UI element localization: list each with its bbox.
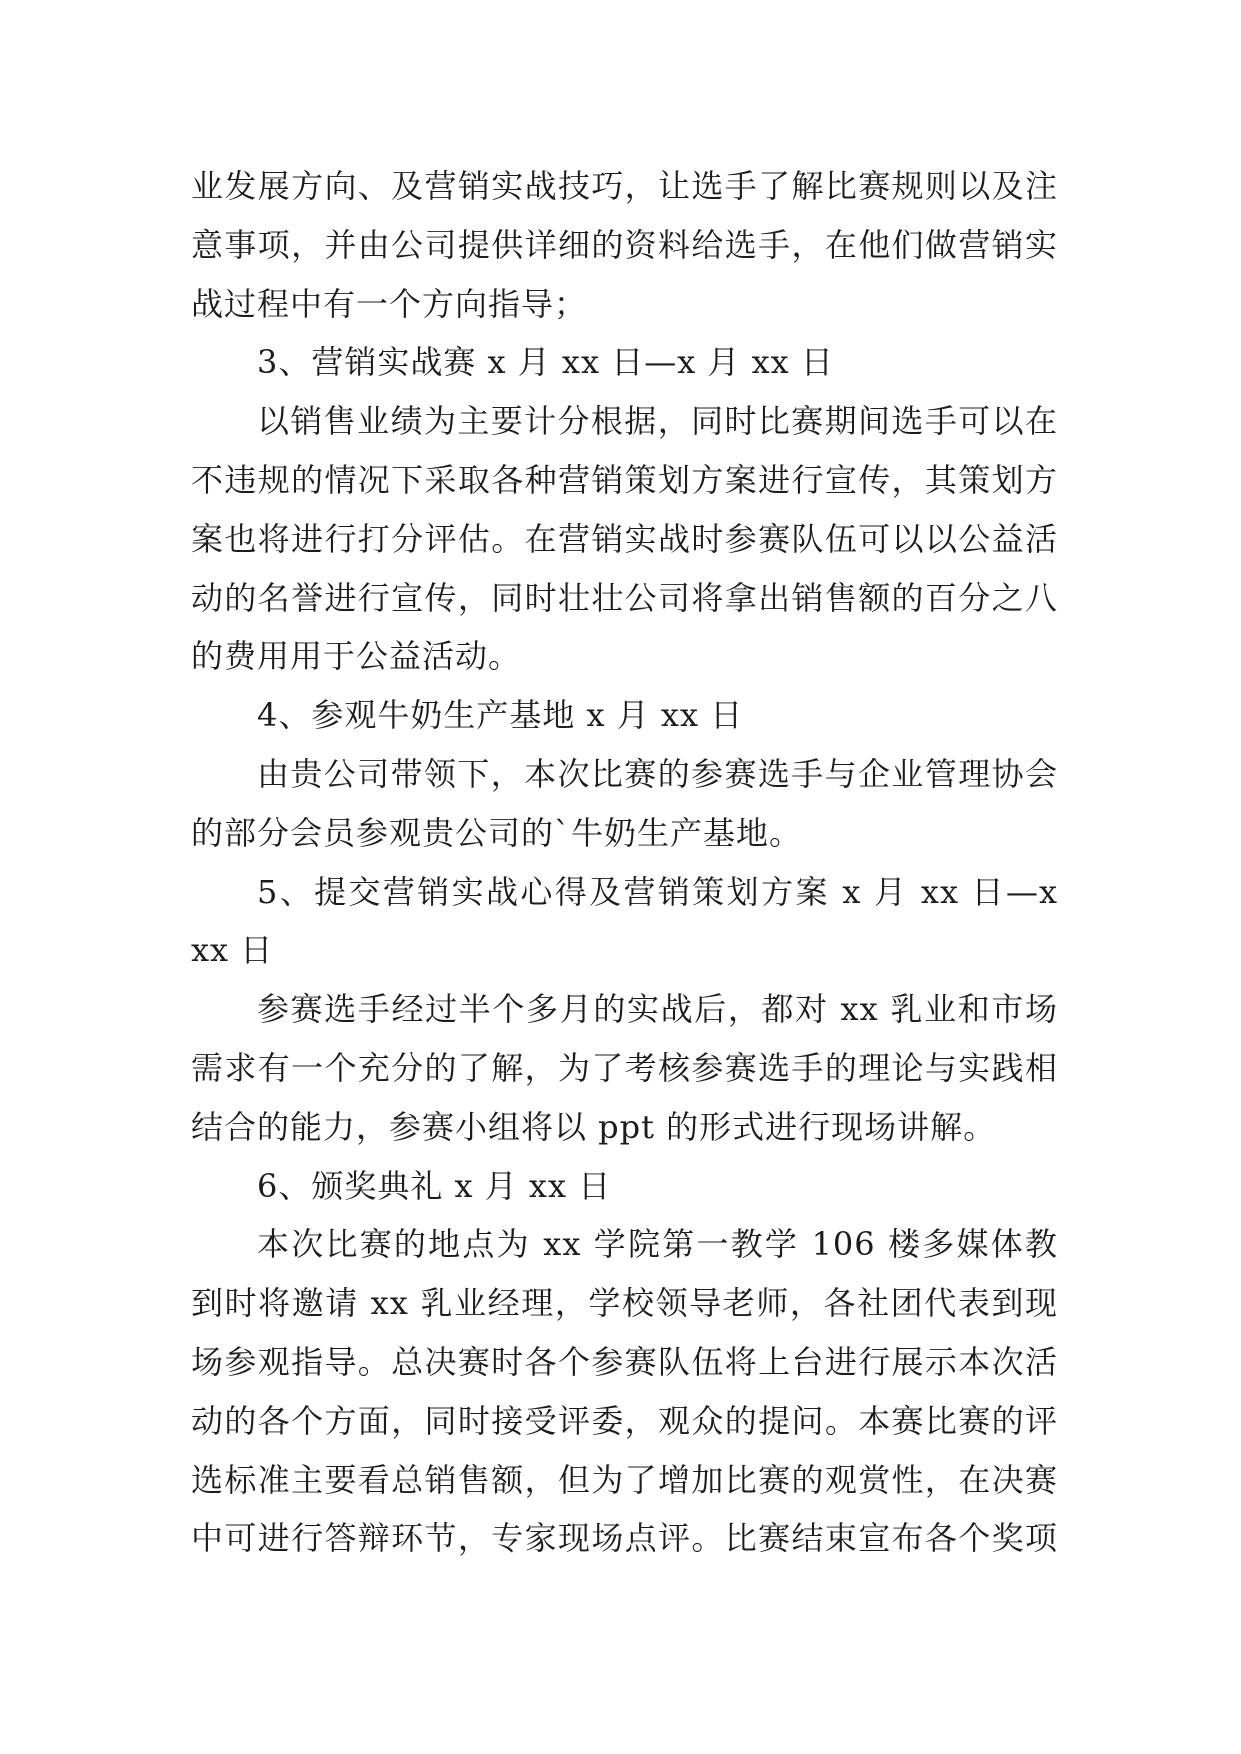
paragraph bbox=[191, 392, 1058, 686]
paragraph bbox=[191, 686, 1058, 745]
text-line: 的费用用于公益活动。 bbox=[191, 637, 522, 676]
text-line: 动的名誉进行宣传，同时壮壮公司将拿出销售额的百分之八 bbox=[191, 578, 1058, 617]
paragraph bbox=[191, 980, 1058, 1156]
text-line: 意事项，并由公司提供详细的资料给选手，在他们做营销实 bbox=[191, 225, 1058, 264]
paragraph bbox=[191, 1215, 1058, 1568]
text-line: 需求有一个充分的了解，为了考核参赛选手的理论与实践相 bbox=[191, 1048, 1058, 1087]
text-line: 到时将邀请 xx 乳业经理，学校领导老师，各社团代表到现 bbox=[191, 1284, 1058, 1323]
text-line: 6、颁奖典礼 x 月 xx 日 bbox=[257, 1166, 612, 1205]
text-line: 参赛选手经过半个多月的实战后，都对 xx 乳业和市场 bbox=[257, 990, 1058, 1029]
text-line: 3、营销实战赛 x 月 xx 日—x 月 xx 日 bbox=[257, 343, 834, 382]
text-line: 不违规的情况下采取各种营销策划方案进行宣传，其策划方 bbox=[191, 460, 1058, 499]
text-line: 动的各个方面，同时接受评委，观众的提问。本赛比赛的评 bbox=[191, 1401, 1058, 1440]
paragraph bbox=[191, 333, 1058, 392]
text-line: 业发展方向、及营销实战技巧，让选手了解比赛规则以及注 bbox=[191, 167, 1058, 205]
text-line: 中可进行答辩环节，专家现场点评。比赛结束宣布各个奖项 bbox=[191, 1519, 1058, 1558]
text-line: 案也将进行打分评估。在营销实战时参赛队伍可以以公益活 bbox=[191, 519, 1058, 558]
text-line: 结合的能力，参赛小组将以 ppt 的形式进行现场讲解。 bbox=[191, 1107, 997, 1146]
text-line: xx 日 bbox=[191, 931, 274, 970]
text-line: 以销售业绩为主要计分根据，同时比赛期间选手可以在 bbox=[257, 402, 1058, 441]
text-line: 4、参观牛奶生产基地 x 月 xx 日 bbox=[257, 696, 744, 735]
text-line: 本次比赛的地点为 xx 学院第一教学 106 楼多媒体教 bbox=[257, 1225, 1058, 1264]
paragraph bbox=[191, 863, 1058, 981]
text-line: 的部分会员参观贵公司的`牛奶生产基地。 bbox=[191, 813, 803, 852]
paragraph bbox=[191, 1157, 1058, 1216]
text-line: 选标准主要看总销售额，但为了增加比赛的观赏性，在决赛 bbox=[191, 1460, 1058, 1499]
paragraph bbox=[191, 745, 1058, 863]
text-line: 5、提交营销实战心得及营销策划方案 x 月 xx 日—x bbox=[257, 872, 1058, 911]
text-line: 由贵公司带领下，本次比赛的参赛选手与企业管理协会 bbox=[257, 754, 1058, 793]
text-line: 战过程中有一个方向指导； bbox=[191, 284, 588, 323]
paragraph bbox=[191, 157, 1058, 333]
document-page bbox=[191, 157, 1058, 1568]
text-line: 场参观指导。总决赛时各个参赛队伍将上台进行展示本次活 bbox=[191, 1342, 1058, 1381]
